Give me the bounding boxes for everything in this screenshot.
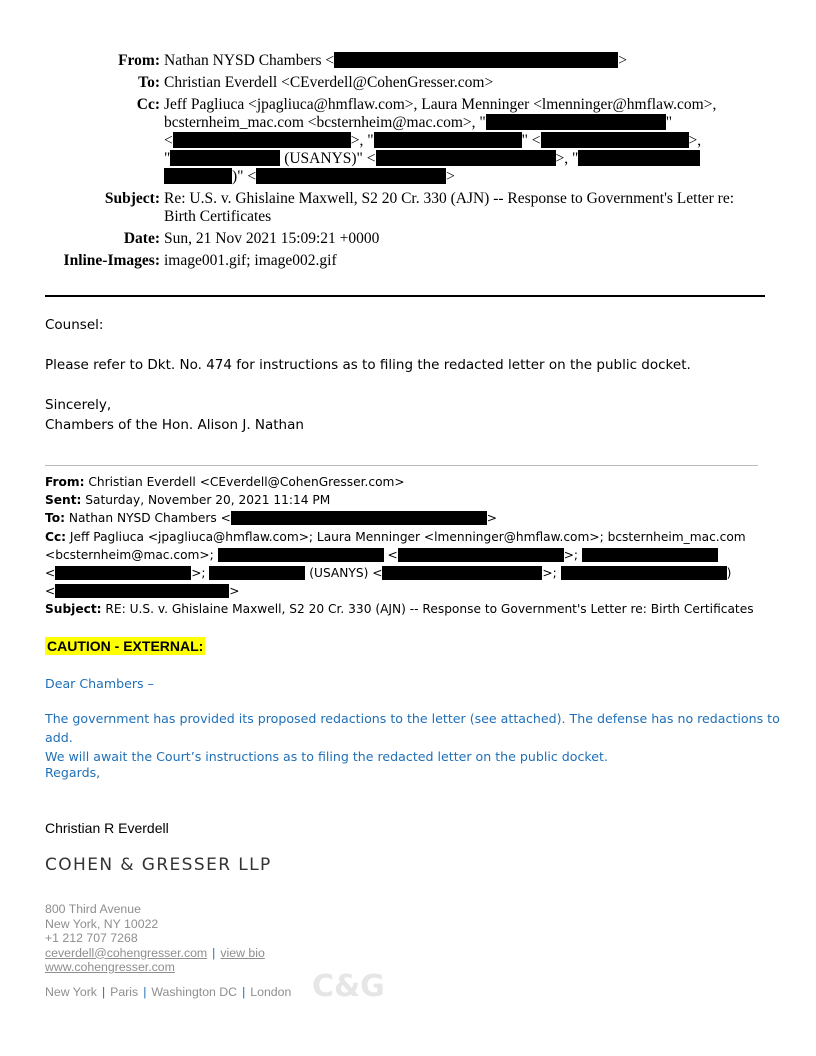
redaction bbox=[374, 132, 522, 148]
subject-label: Subject: bbox=[104, 190, 160, 207]
cg-logo-icon bbox=[312, 968, 385, 1004]
view-bio-link[interactable]: view bio bbox=[220, 945, 265, 960]
reply-greeting: Counsel: bbox=[45, 317, 104, 333]
fwd-sent-value: Saturday, November 20, 2021 11:14 PM bbox=[85, 493, 331, 508]
reply-signature: Chambers of the Hon. Alison J. Nathan bbox=[45, 417, 304, 433]
fwd-subject-value: RE: U.S. v. Ghislaine Maxwell, S2 20 Cr. 330 (AJN) -- Response to Government's Letter re: Birth Certificates bbox=[105, 602, 754, 617]
redaction bbox=[561, 566, 727, 580]
fwd-cc-line: <bcsternheim@mac.com>; bbox=[45, 547, 214, 562]
address-line: 800 Third Avenue bbox=[45, 902, 141, 916]
header-divider bbox=[45, 295, 765, 297]
redaction bbox=[173, 132, 351, 148]
redaction bbox=[164, 168, 232, 184]
forward-divider bbox=[45, 465, 758, 466]
fwd-cc-label: Cc: bbox=[45, 529, 67, 544]
cc-usanys: (USANYS)" < bbox=[284, 150, 376, 167]
message-body bbox=[45, 709, 785, 766]
redaction bbox=[398, 548, 564, 562]
phone-number: +1 212 707 7268 bbox=[45, 931, 138, 945]
message-line: The government has provided its proposed redactions to the letter (see attached). The defense has no redactions to add. bbox=[45, 711, 780, 745]
from-label: From: bbox=[118, 52, 160, 69]
email-link[interactable]: ceverdell@cohengresser.com bbox=[45, 945, 208, 960]
subject-line: Re: U.S. v. Ghislaine Maxwell, S2 20 Cr. 330 (AJN) -- Response to Government's Letter re: bbox=[164, 190, 735, 207]
inline-images-label: Inline-Images: bbox=[63, 252, 160, 269]
cg-logo-text: C&G bbox=[312, 969, 385, 1004]
address-line: New York, NY 10022 bbox=[45, 916, 159, 931]
cc-line: bcsternheim_mac.com <bcsternheim@mac.com>, " bbox=[164, 114, 486, 131]
redaction bbox=[541, 132, 689, 148]
header-images-row bbox=[0, 252, 816, 270]
redaction bbox=[578, 150, 700, 166]
signature-name: Christian R Everdell bbox=[45, 820, 169, 836]
header-from-row: From: Nathan NYSD Chambers < > bbox=[0, 52, 816, 70]
firm-name-logo: COHEN & GRESSER LLP bbox=[45, 855, 272, 875]
to-label: To: bbox=[138, 74, 160, 91]
signature-address: 800 Third Avenue New York, NY 10022 +1 212 707 7268 ceverdell@cohengresser.com | view bio www.cohengresser.com bbox=[45, 902, 265, 974]
fwd-to-value: Nathan NYSD Chambers < bbox=[68, 511, 231, 526]
subject-value bbox=[164, 190, 764, 226]
cc-value: Jeff Pagliuca <jpagliuca@hmflaw.com>, Laura Menninger <lmenninger@hmflaw.com>, bcsternheim_mac.com <bcsternheim@mac.com>, " " < >, " " < >, " (USANYS)" < >, " )" < > bbox=[164, 96, 764, 186]
reply-body bbox=[45, 315, 775, 435]
redaction bbox=[209, 566, 305, 580]
redaction bbox=[55, 566, 191, 580]
message-closing: Regards, bbox=[45, 765, 101, 780]
forwarded-header: From: Christian Everdell <CEverdell@CohenGresser.com> Sent: Saturday, November 20, 2021 11:14 PM To: Nathan NYSD Chambers < > Cc: Jeff Pagliuca <jpagliuca@hmflaw.com>; Laura Menninger <lmenninger@hmflaw.com>; bcsternheim_mac.com <bcsternheim@mac.com>; < >; < >; (USANYS) < >; ) < > Subject: RE: U.S. v. Ghislaine Maxwell, S2 20 Cr. 330 (AJN) -- Response to Government's Letter re: Birth Certificates bbox=[45, 475, 754, 617]
subject-line: Birth Certificates bbox=[164, 208, 272, 225]
email-header bbox=[0, 52, 816, 274]
redaction bbox=[218, 548, 384, 562]
redaction bbox=[231, 511, 487, 525]
fwd-from-label: From: bbox=[45, 475, 85, 489]
redaction bbox=[170, 150, 280, 166]
date-value: Sun, 21 Nov 2021 15:09:21 +0000 bbox=[164, 230, 380, 247]
fwd-cc-usanys: (USANYS) < bbox=[309, 566, 383, 581]
office-list: New York | Paris | Washington DC | London bbox=[45, 985, 292, 999]
redaction bbox=[334, 52, 618, 68]
cc-line: Jeff Pagliuca <jpagliuca@hmflaw.com>, Laura Menninger <lmenninger@hmflaw.com>, bbox=[164, 96, 717, 113]
fwd-subject-label: Subject: bbox=[45, 602, 102, 617]
redaction bbox=[256, 168, 446, 184]
redaction bbox=[55, 584, 229, 598]
message-greeting: Dear Chambers – bbox=[45, 676, 154, 691]
office-paris: Paris bbox=[110, 985, 139, 999]
header-to-row bbox=[0, 74, 816, 92]
date-label: Date: bbox=[123, 230, 160, 247]
website-link[interactable]: www.cohengresser.com bbox=[45, 960, 175, 974]
redaction bbox=[382, 566, 542, 580]
inline-images-value: image001.gif; image002.gif bbox=[164, 252, 337, 269]
office-london: London bbox=[250, 985, 292, 999]
fwd-to-label: To: bbox=[45, 511, 65, 526]
header-cc-row bbox=[0, 96, 816, 186]
office-new-york: New York bbox=[45, 985, 97, 999]
fwd-sent-label: Sent: bbox=[45, 493, 82, 508]
redaction bbox=[486, 114, 666, 130]
reply-closing: Sincerely, bbox=[45, 397, 112, 413]
from-value: Nathan NYSD Chambers < bbox=[164, 52, 335, 69]
to-value: Christian Everdell <CEverdell@CohenGresser.com> bbox=[164, 74, 494, 91]
reply-text: Please refer to Dkt. No. 474 for instructions as to filing the redacted letter on the public docket. bbox=[45, 357, 691, 373]
header-subject-row bbox=[0, 190, 816, 226]
message-line: We will await the Court’s instructions as to filing the redacted letter on the public docket. bbox=[45, 749, 608, 764]
redaction bbox=[582, 548, 718, 562]
office-washington: Washington DC bbox=[151, 985, 238, 999]
fwd-cc-value: Jeff Pagliuca <jpagliuca@hmflaw.com>; Laura Menninger <lmenninger@hmflaw.com>; bcsternheim_mac.com bbox=[69, 529, 746, 544]
redaction bbox=[376, 150, 556, 166]
caution-external-banner: CAUTION - EXTERNAL: bbox=[47, 638, 204, 654]
header-date-row bbox=[0, 230, 816, 248]
fwd-from-value: Christian Everdell <CEverdell@CohenGresser.com> bbox=[88, 475, 405, 489]
cc-label: Cc: bbox=[136, 96, 160, 113]
